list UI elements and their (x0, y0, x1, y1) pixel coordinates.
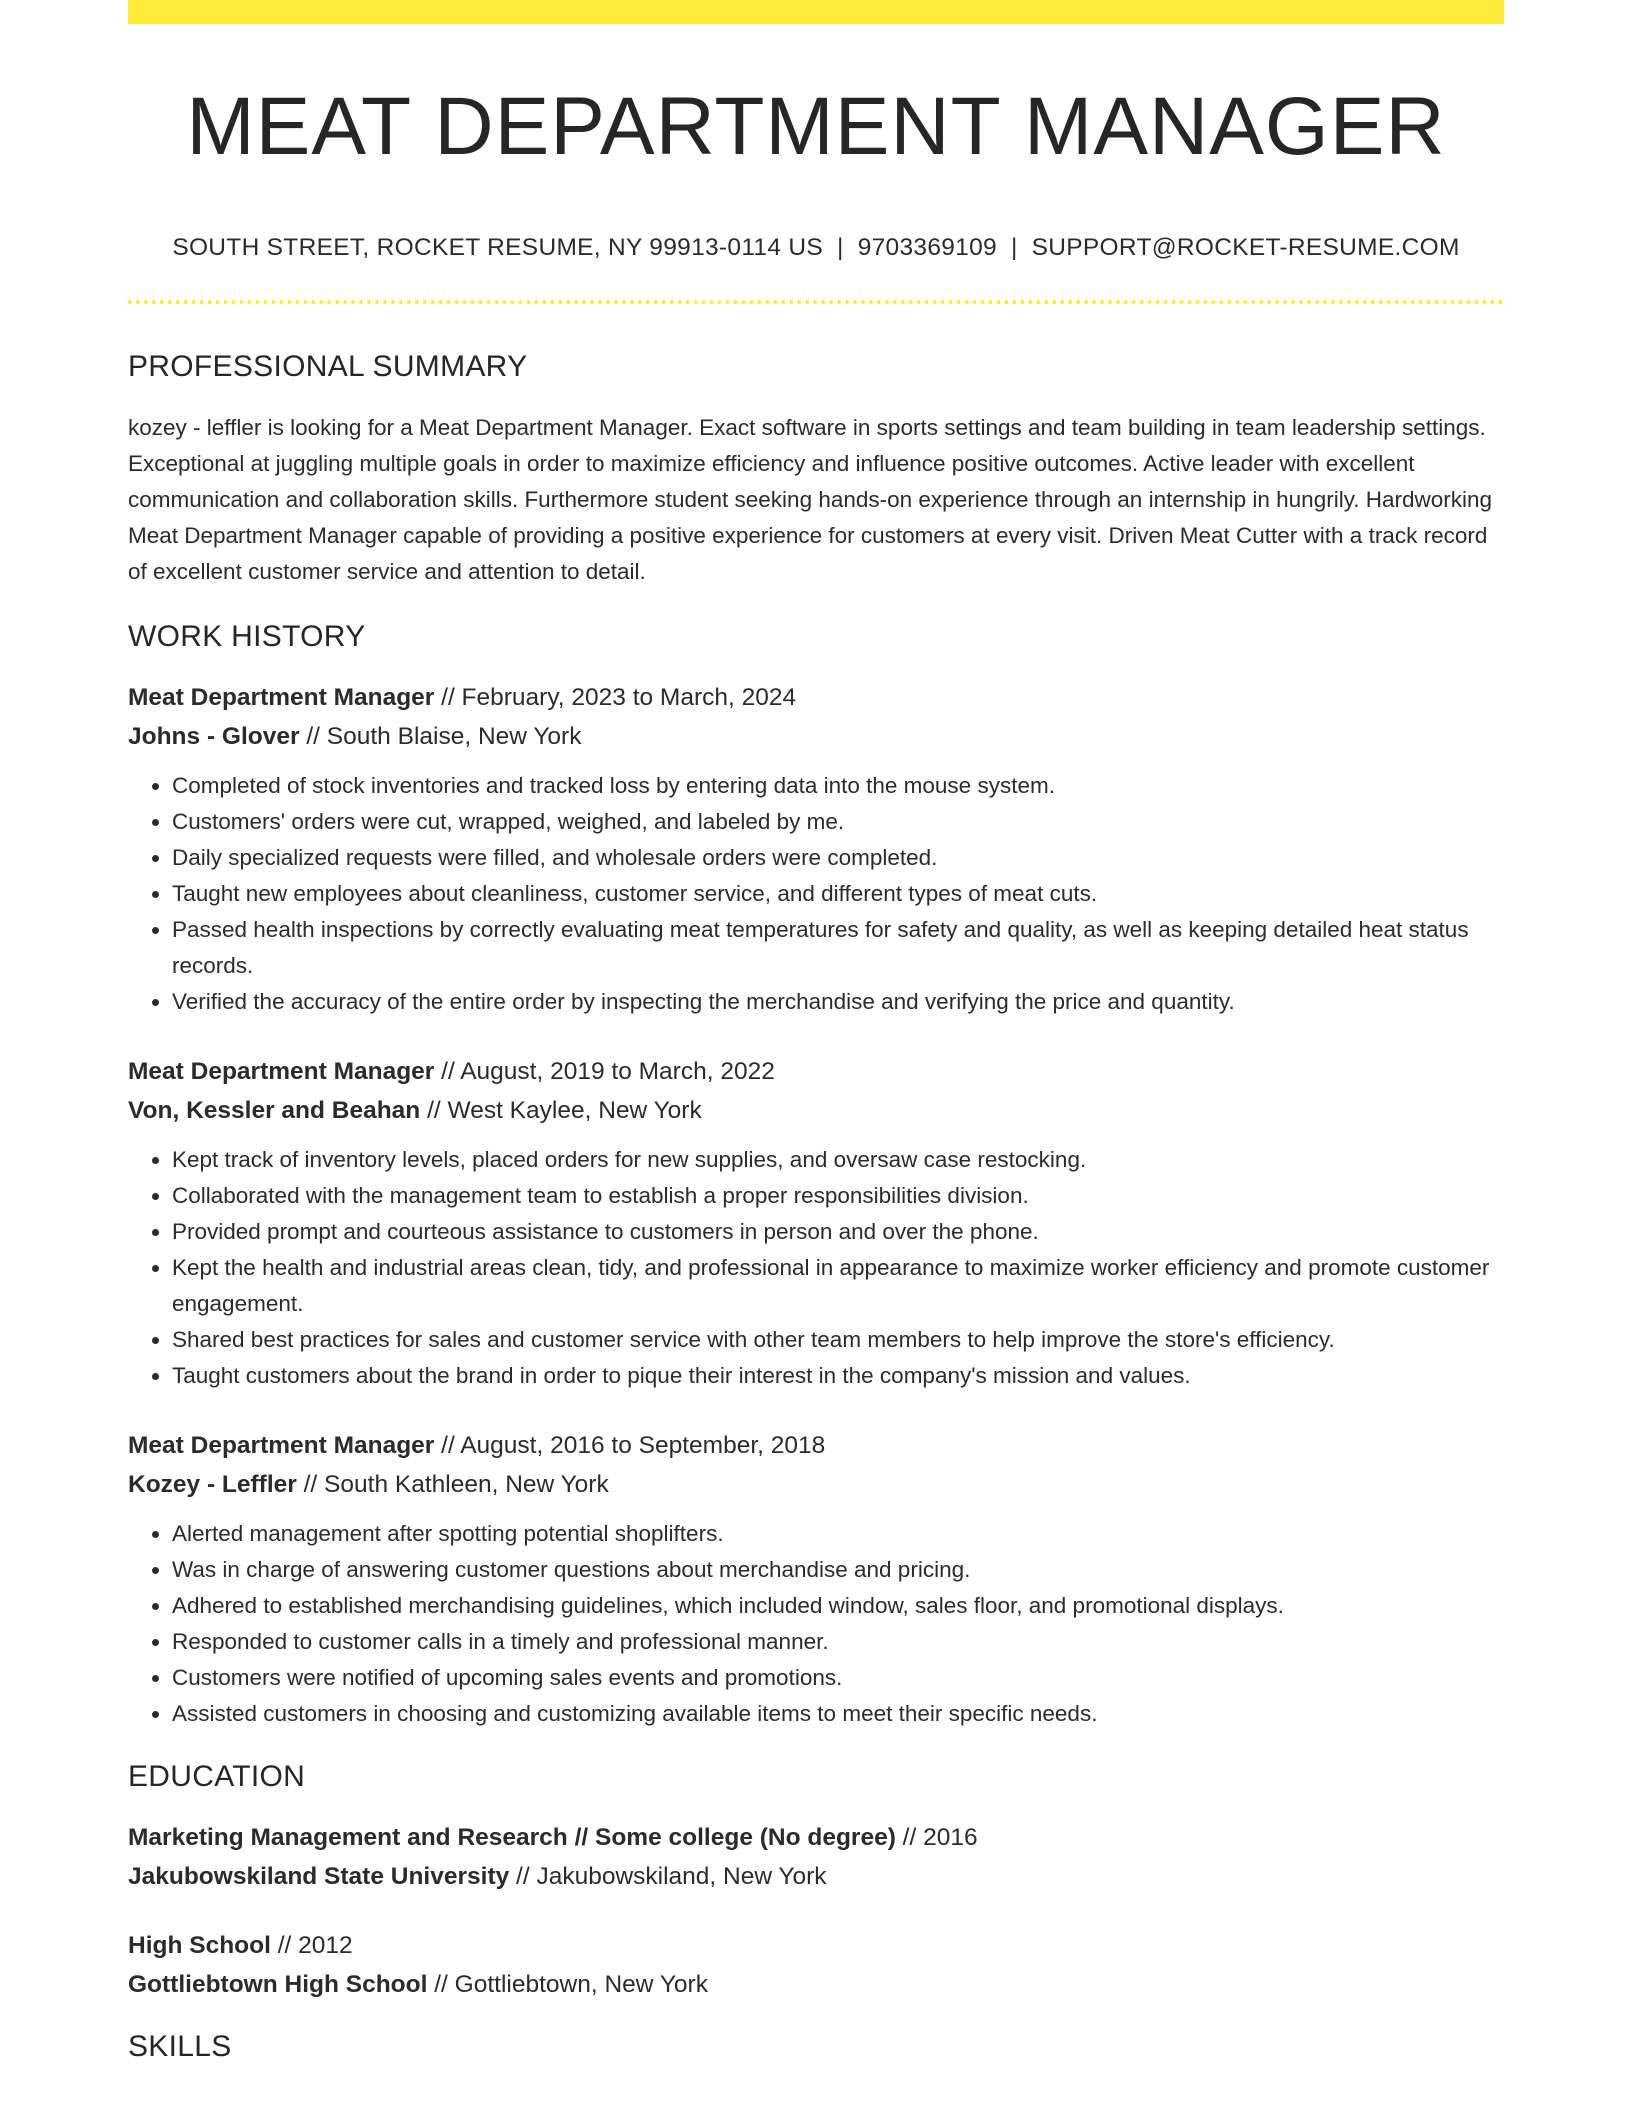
job-entry (128, 1052, 1504, 1394)
education-school-line (128, 1857, 1504, 1896)
education-location: // Jakubowskiland, New York (509, 1863, 827, 1891)
accent-top-bar (128, 0, 1504, 24)
job-title: Meat Department Manager (128, 1058, 435, 1086)
summary-text: kozey - leffler is looking for a Meat Department Manager. Exact software in sports settings and team building in team leadership settings. Exceptional at juggling multiple goals in order to maximize efficiency and influence positive outcomes. Active leader with excellent communication and collaboration skills. Furthermore student seeking hands-on experience through an internship in hungrily. Hardworking Meat Department Manager capable of providing a positive experience for customers at every visit. Driven Meat Cutter with a track record of excellent customer service and attention to detail. (128, 415, 1493, 585)
education-year: // 2016 (895, 1824, 978, 1852)
contact-email: SUPPORT@ROCKET-RESUME.COM (1031, 234, 1460, 262)
job-entry (128, 678, 1504, 1020)
contact-address: SOUTH STREET, ROCKET RESUME, NY 99913-0114 US (172, 234, 824, 262)
job-bullet: • Customers' orders were cut, wrapped, weighed, and labeled by me. (172, 804, 1504, 840)
summary-heading: PROFESSIONAL SUMMARY (128, 350, 528, 384)
job-bullet: • Was in charge of answering customer questions about merchandise and pricing. (172, 1552, 1504, 1588)
job-bullet: • Assisted customers in choosing and customizing available items to meet their specific needs. (172, 1696, 1504, 1732)
job-title: Meat Department Manager (128, 1432, 435, 1460)
job-bullet: • Customers were notified of upcoming sales events and promotions. (172, 1660, 1504, 1696)
job-bullet: • Taught customers about the brand in order to pique their interest in the company's mission and values. (172, 1358, 1504, 1394)
resume-title: MEAT DEPARTMENT MANAGER (186, 81, 1446, 172)
job-bullet: • Shared best practices for sales and customer service with other team members to help improve the store's efficiency. (172, 1322, 1504, 1358)
job-bullet: • Taught new employees about cleanliness, customer service, and different types of meat cuts. (172, 876, 1504, 912)
job-company-line (128, 1091, 1504, 1130)
education-degree-line (128, 1926, 1504, 1965)
job-title-line (128, 678, 1504, 717)
job-title-line (128, 1052, 1504, 1091)
job-location: // West Kaylee, New York (420, 1097, 702, 1125)
job-bullet: • Provided prompt and courteous assistance to customers in person and over the phone. (172, 1214, 1504, 1250)
job-location: // South Blaise, New York (299, 723, 582, 751)
job-bullet: • Kept the health and industrial areas clean, tidy, and professional in appearance to maximize worker efficiency and promote customer engagement. (172, 1250, 1504, 1322)
education-school: Jakubowskiland State University (128, 1863, 510, 1891)
education-school: Gottliebtown High School (128, 1971, 428, 1999)
contact-separator: | (837, 234, 844, 262)
work-history-heading: WORK HISTORY (128, 620, 366, 654)
job-title: Meat Department Manager (128, 684, 435, 712)
job-bullet: • Collaborated with the management team to establish a proper responsibilities division. (172, 1178, 1504, 1214)
job-title-line (128, 1426, 1504, 1465)
education-degree: Marketing Management and Research // Some college (No degree) (128, 1824, 896, 1852)
resume-page (128, 0, 1504, 2064)
job-company: Von, Kessler and Beahan (128, 1097, 421, 1125)
job-bullets (128, 1516, 1504, 1732)
job-bullets (128, 768, 1504, 1020)
job-bullet: • Responded to customer calls in a timely and professional manner. (172, 1624, 1504, 1660)
job-dates: // August, 2019 to March, 2022 (434, 1058, 775, 1086)
job-company: Johns - Glover (128, 723, 300, 751)
skills-heading: SKILLS (128, 2030, 232, 2064)
job-location: // South Kathleen, New York (296, 1471, 609, 1499)
job-bullet: • Completed of stock inventories and tracked loss by entering data into the mouse system. (172, 768, 1504, 804)
job-bullet: • Passed health inspections by correctly evaluating meat temperatures for safety and quality, as well as keeping detailed heat status records. (172, 912, 1504, 984)
job-bullet: • Verified the accuracy of the entire order by inspecting the merchandise and verifying the price and quantity. (172, 984, 1504, 1020)
contact-line (128, 234, 1504, 262)
education-year: // 2012 (270, 1932, 353, 1960)
education-school-line (128, 1965, 1504, 2004)
job-company-line (128, 717, 1504, 756)
job-bullet: • Adhered to established merchandising guidelines, which included window, sales floor, and promotional displays. (172, 1588, 1504, 1624)
job-bullet: • Kept track of inventory levels, placed orders for new supplies, and oversaw case restocking. (172, 1142, 1504, 1178)
education-degree-line (128, 1818, 1504, 1857)
job-entry (128, 1426, 1504, 1732)
job-company: Kozey - Leffler (128, 1471, 297, 1499)
job-dates: // August, 2016 to September, 2018 (434, 1432, 826, 1460)
job-bullet: • Daily specialized requests were filled, and wholesale orders were completed. (172, 840, 1504, 876)
job-company-line (128, 1465, 1504, 1504)
education-entry (128, 1926, 1504, 2004)
contact-phone: 9703369109 (857, 234, 997, 262)
job-bullet: • Alerted management after spotting potential shoplifters. (172, 1516, 1504, 1552)
contact-separator: | (1010, 234, 1018, 262)
education-entry (128, 1818, 1504, 1896)
education-heading: EDUCATION (128, 1760, 306, 1794)
dotted-divider (128, 300, 1504, 304)
education-location: // Gottliebtown, New York (427, 1971, 708, 1999)
job-bullets (128, 1142, 1504, 1394)
job-dates: // February, 2023 to March, 2024 (434, 684, 797, 712)
education-degree: High School (128, 1932, 271, 1960)
